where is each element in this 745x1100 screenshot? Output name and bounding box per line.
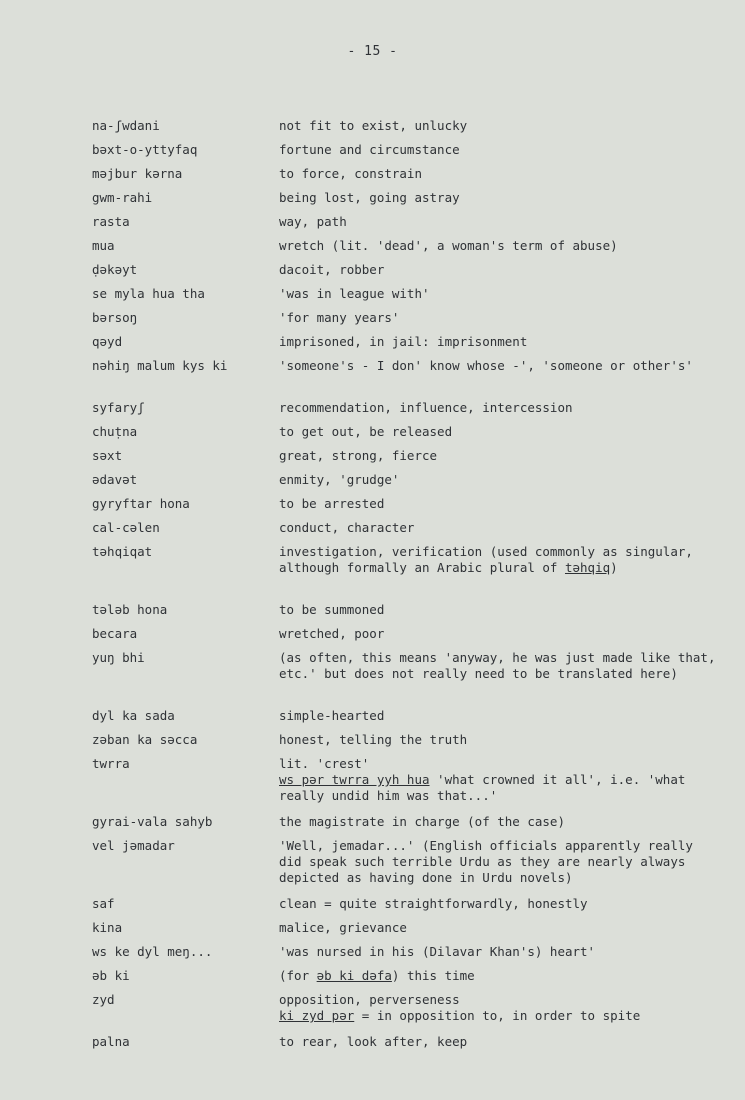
definition-tail: 'what crowned it all', i.e. 'what really undid him was that...' [279, 772, 686, 803]
glossary-definition: 'for many years' [279, 310, 400, 325]
underlined-word: təhqiq [564, 560, 611, 575]
glossary-term: vel jəmadar [92, 838, 175, 853]
glossary-definition [279, 968, 719, 984]
glossary-term: məjbur kərna [92, 166, 183, 181]
glossary-definition: great, strong, fierce [279, 448, 438, 463]
glossary-term: bəxt-o-yttyfaq [92, 142, 198, 157]
glossary-term: gyryftar hona [92, 496, 190, 511]
glossary-term: twrra [92, 756, 130, 771]
glossary-term: se myla hua tha [92, 286, 205, 301]
glossary-term: cal-cəlen [92, 520, 160, 535]
glossary-definition: honest, telling the truth [279, 732, 468, 747]
glossary-term: kina [92, 920, 123, 935]
glossary-definition: being lost, going astray [279, 190, 460, 205]
glossary-definition [279, 992, 719, 1024]
glossary-definition: to rear, look after, keep [279, 1034, 468, 1049]
glossary-definition: enmity, 'grudge' [279, 472, 400, 487]
glossary-definition: malice, grievance [279, 920, 407, 935]
glossary-term: rasta [92, 214, 130, 229]
definition-text: investigation, verification (used commonly as singular, although formally an Arabic plural of [279, 544, 693, 575]
glossary-term: ḍəkəyt [92, 262, 138, 277]
underlined-phrase: əb ki dəfa [316, 968, 392, 983]
glossary-term: əb ki [92, 968, 130, 983]
glossary-term: ws ke dyl meŋ... [92, 944, 213, 959]
page-number: - 15 - [347, 44, 398, 59]
definition-tail: ) this time [391, 968, 475, 983]
definition-text: lit. 'crest' [279, 756, 370, 771]
glossary-definition: to be arrested [279, 496, 385, 511]
glossary-definition: not fit to exist, unlucky [279, 118, 468, 133]
glossary-definition: 'Well, jemadar...' (English officials apparently really did speak such terrible Urdu as they are nearly always depicted as having done in Urdu novels) [279, 838, 693, 885]
glossary-term: palna [92, 1034, 130, 1049]
glossary-definition: 'was in league with' [279, 286, 430, 301]
glossary-definition: way, path [279, 214, 347, 229]
glossary-term: mua [92, 238, 115, 253]
glossary-definition: the magistrate in charge (of the case) [279, 814, 565, 829]
glossary-term: becara [92, 626, 138, 641]
glossary-definition: (as often, this means 'anyway, he was just made like that, etc.' but does not really need to be translated here) [279, 650, 716, 681]
glossary-definition: recommendation, influence, intercession [279, 400, 573, 415]
glossary-term: gyrai-vala sahyb [92, 814, 213, 829]
glossary-term: yuŋ bhi [92, 650, 145, 665]
glossary-term: saf [92, 896, 115, 911]
glossary-definition: 'was nursed in his (Dilavar Khan's) heart' [279, 944, 596, 959]
glossary-definition: wretch (lit. 'dead', a woman's term of abuse) [279, 238, 618, 253]
underlined-phrase: ws pər twrra yyh hua [279, 772, 430, 787]
glossary-term: ədavət [92, 472, 138, 487]
glossary-definition: imprisoned, in jail: imprisonment [279, 334, 528, 349]
definition-tail: = in opposition to, in order to spite [354, 1008, 641, 1023]
glossary-term: na-ʃwdani [92, 118, 160, 133]
definition-prefix: (for [279, 968, 317, 983]
glossary-term: bərsoŋ [92, 310, 138, 325]
underlined-phrase: ki zyd pər [279, 1008, 355, 1023]
glossary-term: chuṭna [92, 424, 138, 439]
glossary-definition: conduct, character [279, 520, 415, 535]
definition-text: opposition, perverseness [279, 992, 460, 1007]
glossary-definition: 'someone's - I don' know whose -', 'someone or other's' [279, 358, 693, 373]
glossary-definition: simple-hearted [279, 708, 385, 723]
glossary-term: gwm-rahi [92, 190, 153, 205]
glossary-term: qəyd [92, 334, 123, 349]
glossary-definition: to be summoned [279, 602, 385, 617]
glossary-definition: clean = quite straightforwardly, honestly [279, 896, 588, 911]
glossary-term: zyd [92, 992, 115, 1007]
glossary-definition [279, 544, 719, 576]
glossary-term: nəhiŋ malum kys ki [92, 358, 228, 373]
glossary-definition [279, 756, 719, 804]
glossary-term: dyl ka sada [92, 708, 175, 723]
glossary-definition: to get out, be released [279, 424, 453, 439]
glossary-definition: to force, constrain [279, 166, 422, 181]
glossary-term: zəban ka səcca [92, 732, 198, 747]
glossary-definition: wretched, poor [279, 626, 385, 641]
glossary-definition: fortune and circumstance [279, 142, 460, 157]
glossary-definition: dacoit, robber [279, 262, 385, 277]
glossary-term: təhqiqat [92, 544, 153, 559]
definition-tail: ) [610, 560, 618, 575]
glossary-term: syfaryʃ [92, 400, 145, 415]
glossary-term: səxt [92, 448, 123, 463]
glossary-term: tələb hona [92, 602, 168, 617]
